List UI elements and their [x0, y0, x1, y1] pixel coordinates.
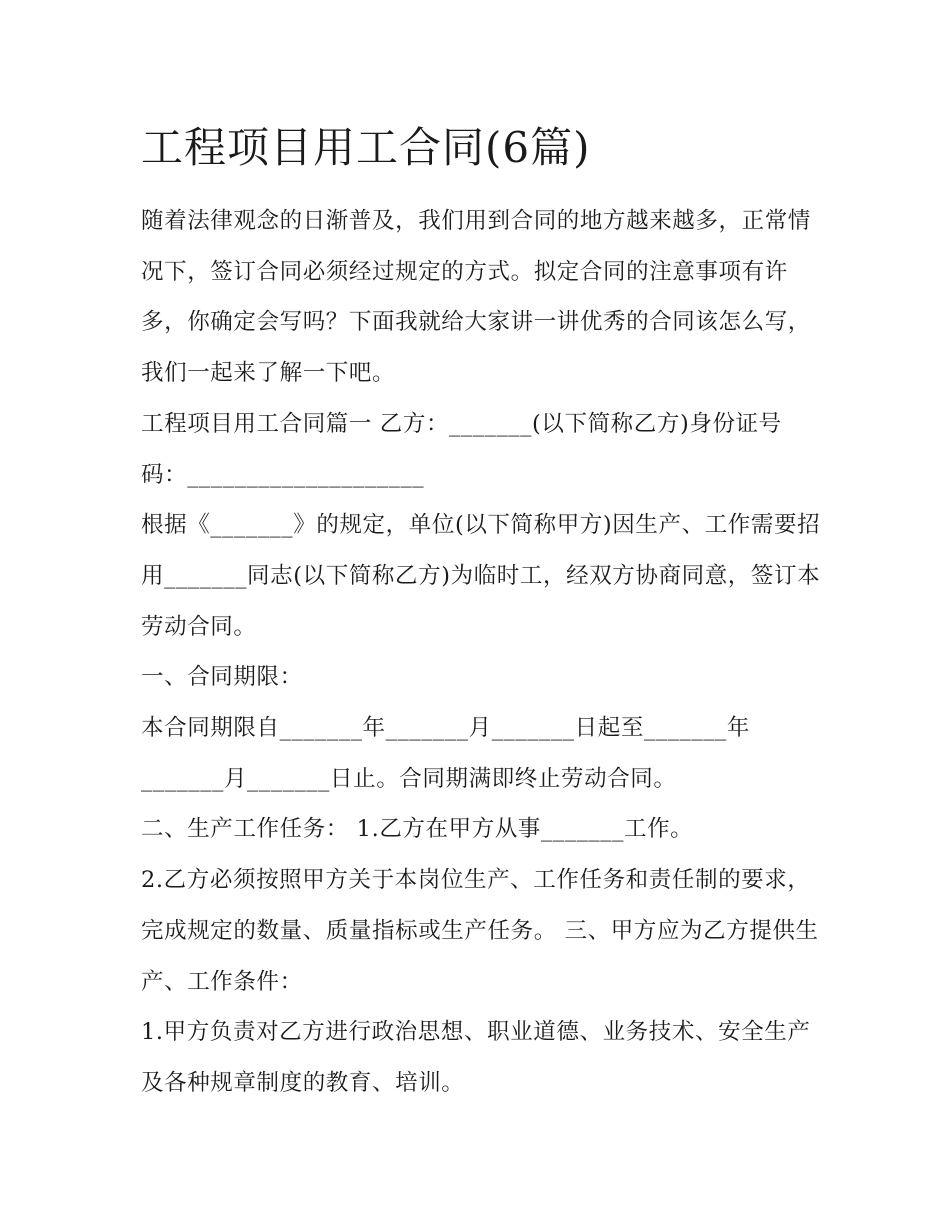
- document-body: [141, 118, 821, 1109]
- training-paragraph: 1.甲方负责对乙方进行政治思想、职业道德、业务技术、安全生产及各种规章制度的教育、培训。: [141, 1019, 811, 1096]
- preamble-paragraph: 根据《_______》的规定，单位(以下简称甲方)因生产、工作需要招用_______同志(以下简称乙方)为临时工，经双方协商同意，签订本劳动合同。: [141, 512, 821, 640]
- section-heading-tasks: 二、生产工作任务： 1.乙方在甲方从事_______工作。: [141, 816, 694, 843]
- section-heading-term: 一、合同期限：: [141, 664, 303, 691]
- tasks-paragraph: 2.乙方必须按照甲方关于本岗位生产、工作任务和责任制的要求，完成规定的数量、质量指标或生产任务。 三、甲方应为乙方提供生产、工作条件：: [141, 867, 819, 995]
- term-paragraph: 本合同期限自_______年_______月_______日起至_______年_______月_______日止。合同期满即终止劳动合同。: [141, 715, 751, 792]
- document-title: 工程项目用工合同(6篇): [141, 123, 591, 172]
- contract-header-paragraph: 工程项目用工合同篇一 乙方：_______(以下简称乙方)身份证号码：____________________: [141, 410, 782, 488]
- intro-paragraph: 随着法律观念的日渐普及，我们用到合同的地方越来越多，正常情况下，签订合同必须经过规定的方式。拟定合同的注意事项有许多，你确定会写吗？下面我就给大家讲一讲优秀的合同该怎么写，我们一起来了解一下吧。: [141, 208, 811, 387]
